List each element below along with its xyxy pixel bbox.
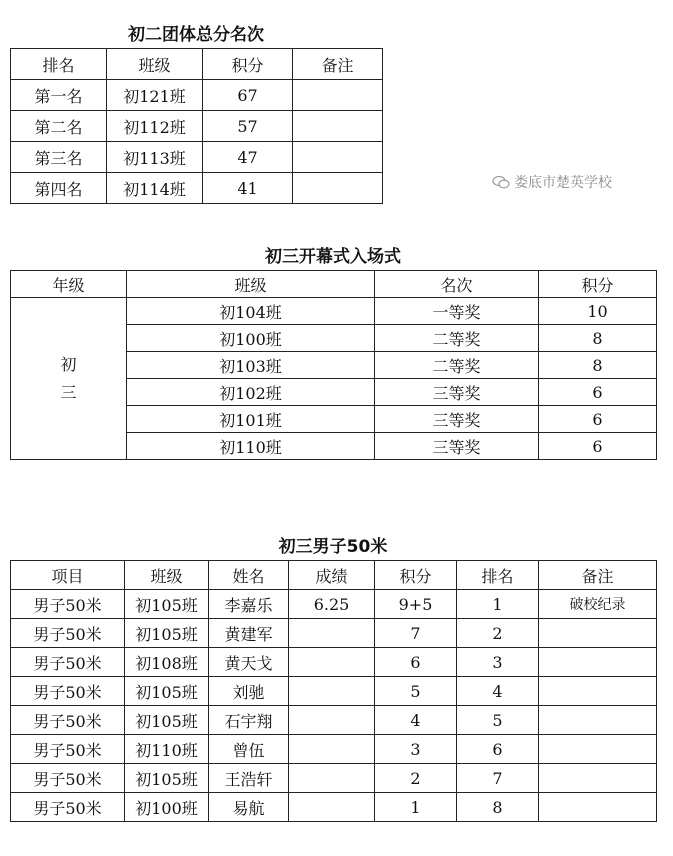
header-class: 班级 [127,271,375,298]
header-remark: 备注 [539,561,657,590]
cell: 男子50米 [11,735,125,764]
cell: 初121班 [107,80,203,111]
cell: 三等奖 [375,379,539,406]
cell [293,80,383,111]
table1 [10,48,383,204]
header-score: 积分 [375,561,457,590]
cell: 47 [203,142,293,173]
cell: 二等奖 [375,325,539,352]
cell [289,677,375,706]
cell: 男子50米 [11,590,125,619]
cell [539,619,657,648]
cell: 三等奖 [375,406,539,433]
cell: 第三名 [11,142,107,173]
table-row [11,142,383,173]
cell: 初113班 [107,142,203,173]
table-row [11,648,657,677]
cell [289,793,375,822]
cell [539,648,657,677]
table2-header-row [11,271,657,298]
table-row [11,735,657,764]
cell: 初105班 [125,619,209,648]
table-row [11,764,657,793]
grade-line2: 三 [60,382,77,402]
cell [289,706,375,735]
cell: 初105班 [125,764,209,793]
cell: 8 [539,352,657,379]
cell: 5 [375,677,457,706]
cell: 6 [539,433,657,460]
header-event: 项目 [11,561,125,590]
cell [289,735,375,764]
header-result: 成绩 [289,561,375,590]
cell: 男子50米 [11,677,125,706]
cell: 8 [457,793,539,822]
cell [289,764,375,793]
table-row [11,590,657,619]
cell: 初100班 [125,793,209,822]
cell: 黄天戈 [209,648,289,677]
cell: 刘驰 [209,677,289,706]
cell: 41 [203,173,293,204]
cell: 7 [375,619,457,648]
cell [539,677,657,706]
cell: 3 [457,648,539,677]
cell: 男子50米 [11,648,125,677]
table1-title: 初二团体总分名次 [128,25,264,45]
cell: 男子50米 [11,764,125,793]
cell: 10 [539,298,657,325]
table-row [11,619,657,648]
table1-header-row [11,49,383,80]
cell: 第一名 [11,80,107,111]
cell: 男子50米 [11,793,125,822]
cell: 初110班 [125,735,209,764]
table2-title: 初三开幕式入场式 [265,247,401,267]
cell [539,793,657,822]
table3-title: 初三男子50米 [278,537,388,557]
table-row [11,793,657,822]
header-score: 积分 [539,271,657,298]
table-row [11,80,383,111]
header-place: 名次 [375,271,539,298]
cell: 男子50米 [11,706,125,735]
cell: 6 [539,379,657,406]
cell [293,111,383,142]
cell: 2 [457,619,539,648]
cell: 初114班 [107,173,203,204]
header-score: 积分 [203,49,293,80]
table3-header-row [11,561,657,590]
cell: 57 [203,111,293,142]
header-class: 班级 [125,561,209,590]
cell: 第四名 [11,173,107,204]
table3 [10,560,657,822]
cell [289,648,375,677]
cell: 8 [539,325,657,352]
cell: 初105班 [125,706,209,735]
table-row [11,173,383,204]
cell: 初101班 [127,406,375,433]
cell: 67 [203,80,293,111]
cell: 1 [457,590,539,619]
watermark [492,172,612,192]
header-grade: 年级 [11,271,127,298]
header-name: 姓名 [209,561,289,590]
cell: 王浩轩 [209,764,289,793]
cell: 3 [375,735,457,764]
cell: 初104班 [127,298,375,325]
table2 [10,270,657,460]
cell: 6.25 [289,590,375,619]
table-row [11,706,657,735]
header-rank: 排名 [11,49,107,80]
table-row [11,677,657,706]
cell [293,173,383,204]
cell [539,706,657,735]
header-rank: 排名 [457,561,539,590]
cell [289,619,375,648]
cell: 6 [457,735,539,764]
cell: 5 [457,706,539,735]
watermark-text: 娄底市楚英学校 [514,175,612,191]
cell: 第二名 [11,111,107,142]
cell: 初105班 [125,590,209,619]
cell: 1 [375,793,457,822]
cell: 李嘉乐 [209,590,289,619]
cell [539,735,657,764]
cell: 一等奖 [375,298,539,325]
wechat-icon [492,175,510,189]
grade-cell [11,298,127,460]
grade-line1: 初 [60,354,77,374]
cell: 男子50米 [11,619,125,648]
cell: 三等奖 [375,433,539,460]
cell: 初108班 [125,648,209,677]
cell: 2 [375,764,457,793]
cell: 石宇翔 [209,706,289,735]
header-remark: 备注 [293,49,383,80]
table-row [11,111,383,142]
cell: 4 [457,677,539,706]
header-class: 班级 [107,49,203,80]
cell: 曾伍 [209,735,289,764]
cell: 初110班 [127,433,375,460]
cell: 初102班 [127,379,375,406]
cell: 黄建军 [209,619,289,648]
cell [293,142,383,173]
cell: 9+5 [375,590,457,619]
cell: 初103班 [127,352,375,379]
cell: 易航 [209,793,289,822]
cell: 6 [375,648,457,677]
cell: 6 [539,406,657,433]
cell [539,764,657,793]
cell: 7 [457,764,539,793]
cell: 初100班 [127,325,375,352]
cell: 破校纪录 [539,590,657,619]
cell: 初105班 [125,677,209,706]
table-row [11,298,657,325]
cell: 4 [375,706,457,735]
cell: 二等奖 [375,352,539,379]
cell: 初112班 [107,111,203,142]
